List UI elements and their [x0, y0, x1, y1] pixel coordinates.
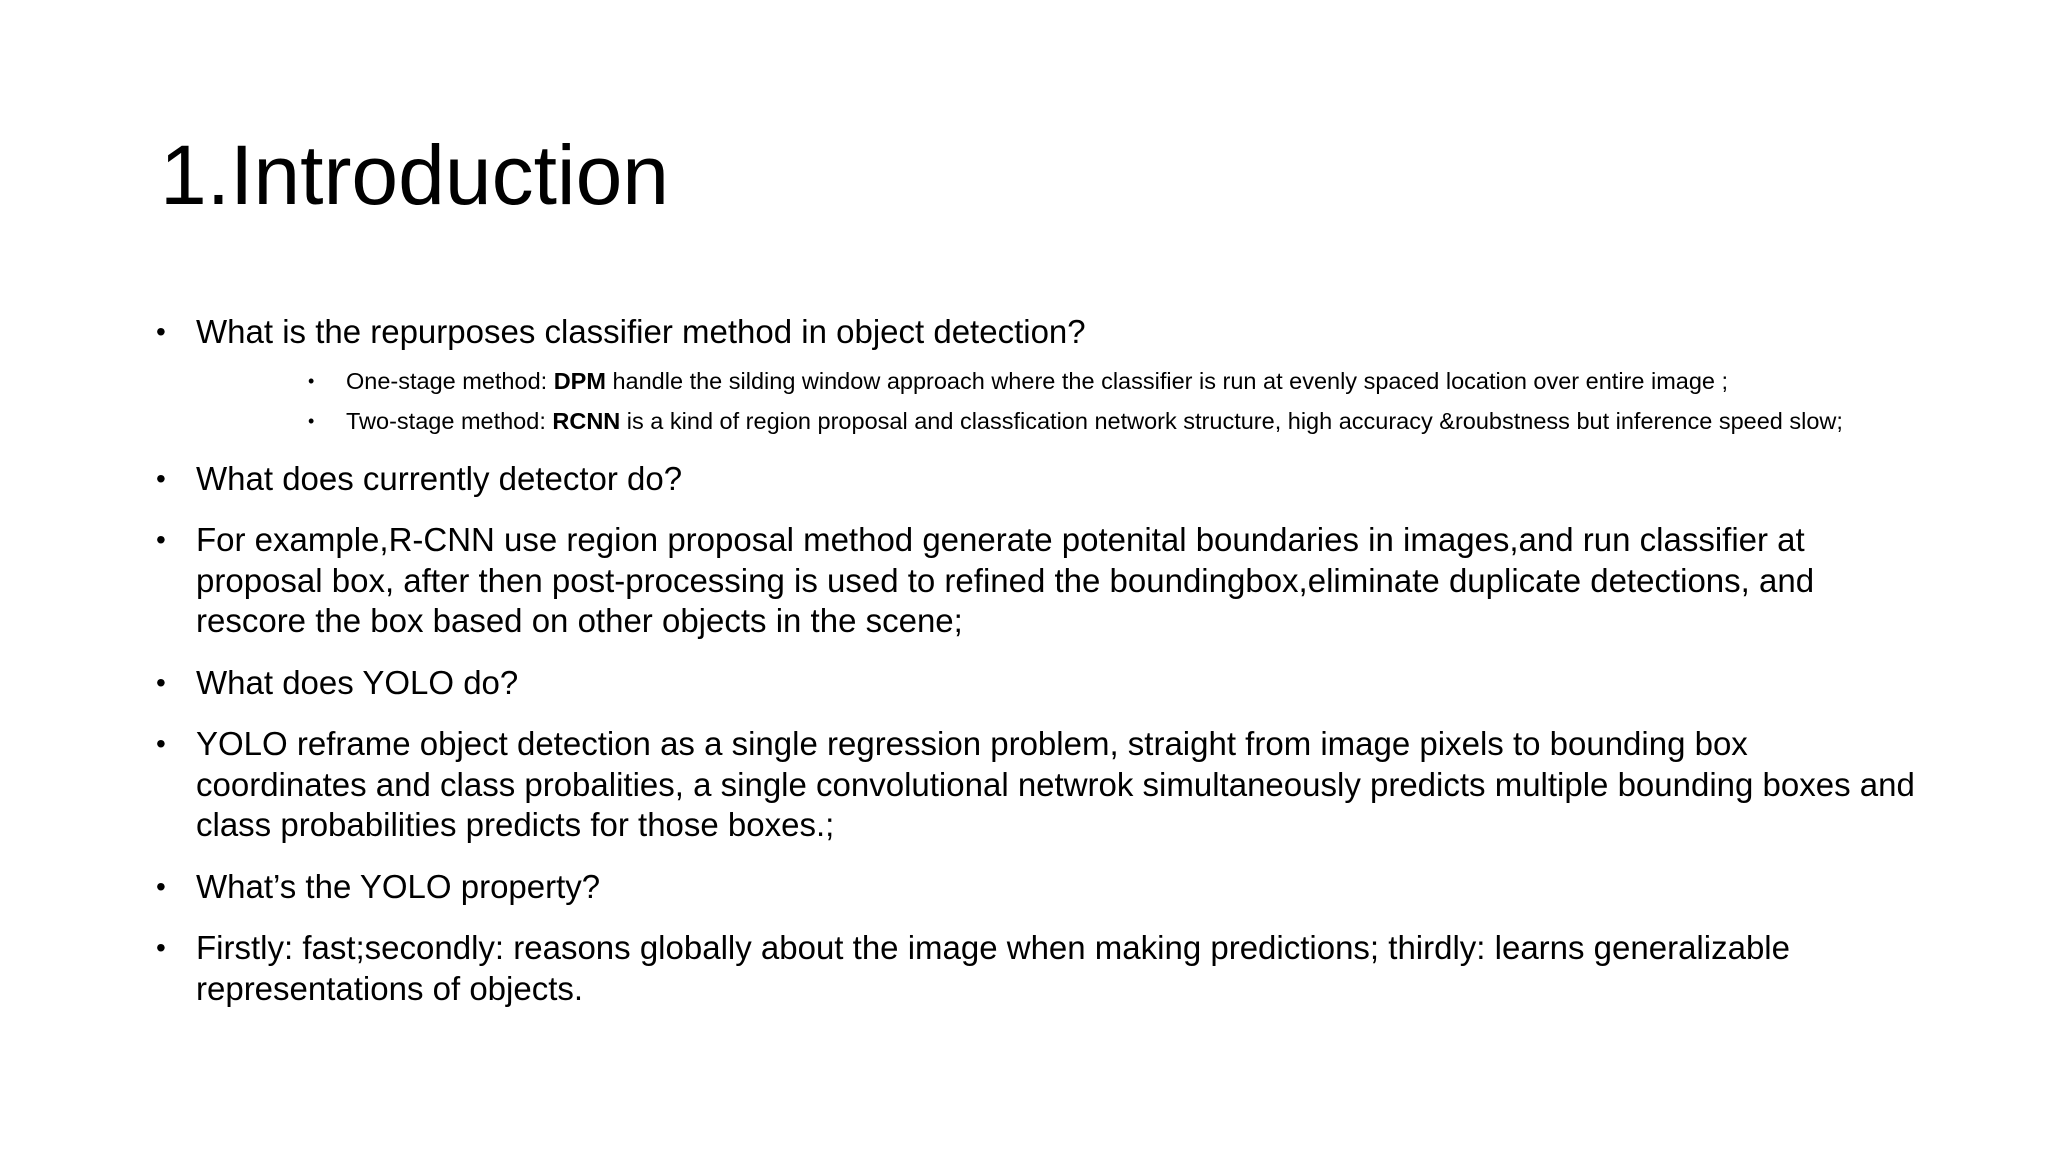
sub-list-item [156, 367, 1916, 395]
sub-list-item [156, 407, 1916, 435]
bullet-icon: • [308, 370, 315, 391]
list-item-text [196, 663, 1916, 704]
list-item [156, 520, 1916, 642]
bullet-icon: • [156, 462, 166, 494]
text-run: One-stage method: [346, 367, 554, 394]
text-run: What does YOLO do? [196, 663, 519, 701]
list-item [156, 928, 1916, 1009]
sub-list-item-text [346, 407, 1916, 435]
bullet-icon: • [308, 410, 315, 431]
list-item-text [196, 312, 1916, 353]
sub-list-item-text [346, 367, 1916, 395]
text-run: Two-stage method: [346, 407, 553, 434]
slide-title: 1.Introduction [160, 128, 670, 222]
list-item [156, 724, 1916, 846]
text-run: For example,R-CNN use region proposal method generate potenital boundaries in images,and run classifier at proposal box, after then post-processing is used to refined the boundingbox,eliminate duplicate detections, and rescore the box based on other objects in the scene; [196, 521, 1815, 639]
text-run: is a kind of region proposal and classfication network structure, high accuracy &roubstness but inference speed slow; [620, 407, 1843, 434]
text-run: handle the silding window approach where the classifier is run at evenly spaced location over entire image ; [605, 367, 1729, 394]
list-item [156, 663, 1916, 704]
list-item-text [196, 459, 1916, 500]
bullet-icon: • [156, 316, 166, 347]
text-run: Firstly: fast;secondly: reasons globally about the image when making predictions; thirdly: learns generalizable representations of objects. [196, 929, 1790, 1007]
bullet-icon: • [156, 932, 166, 963]
bold-term: DPM [553, 367, 606, 394]
text-run: YOLO reframe object detection as a single regression problem, straight from image pixels to bounding box coordinates and class probalities, a single convolutional netwrok simultaneously predicts multiple bounding boxes and class probabilities predicts for those boxes.; [196, 725, 1915, 843]
bullet-icon: • [156, 728, 166, 759]
list-item-text [196, 724, 1916, 846]
list-item-text [196, 867, 1916, 908]
list-item [156, 867, 1916, 908]
list-item-text [196, 928, 1916, 1009]
list-item [156, 459, 1916, 500]
bold-term: RCNN [552, 407, 621, 434]
text-run: What’s the YOLO property? [196, 867, 601, 905]
list-item [156, 312, 1916, 353]
bullet-icon: • [156, 870, 166, 902]
bullet-icon: • [156, 666, 166, 698]
bullet-icon: • [156, 524, 166, 555]
text-run: What does currently detector do? [196, 459, 683, 497]
bullet-list [156, 312, 1916, 1030]
list-item-text [196, 520, 1916, 642]
text-run: What is the repurposes classifier method in object detection? [196, 313, 1086, 350]
